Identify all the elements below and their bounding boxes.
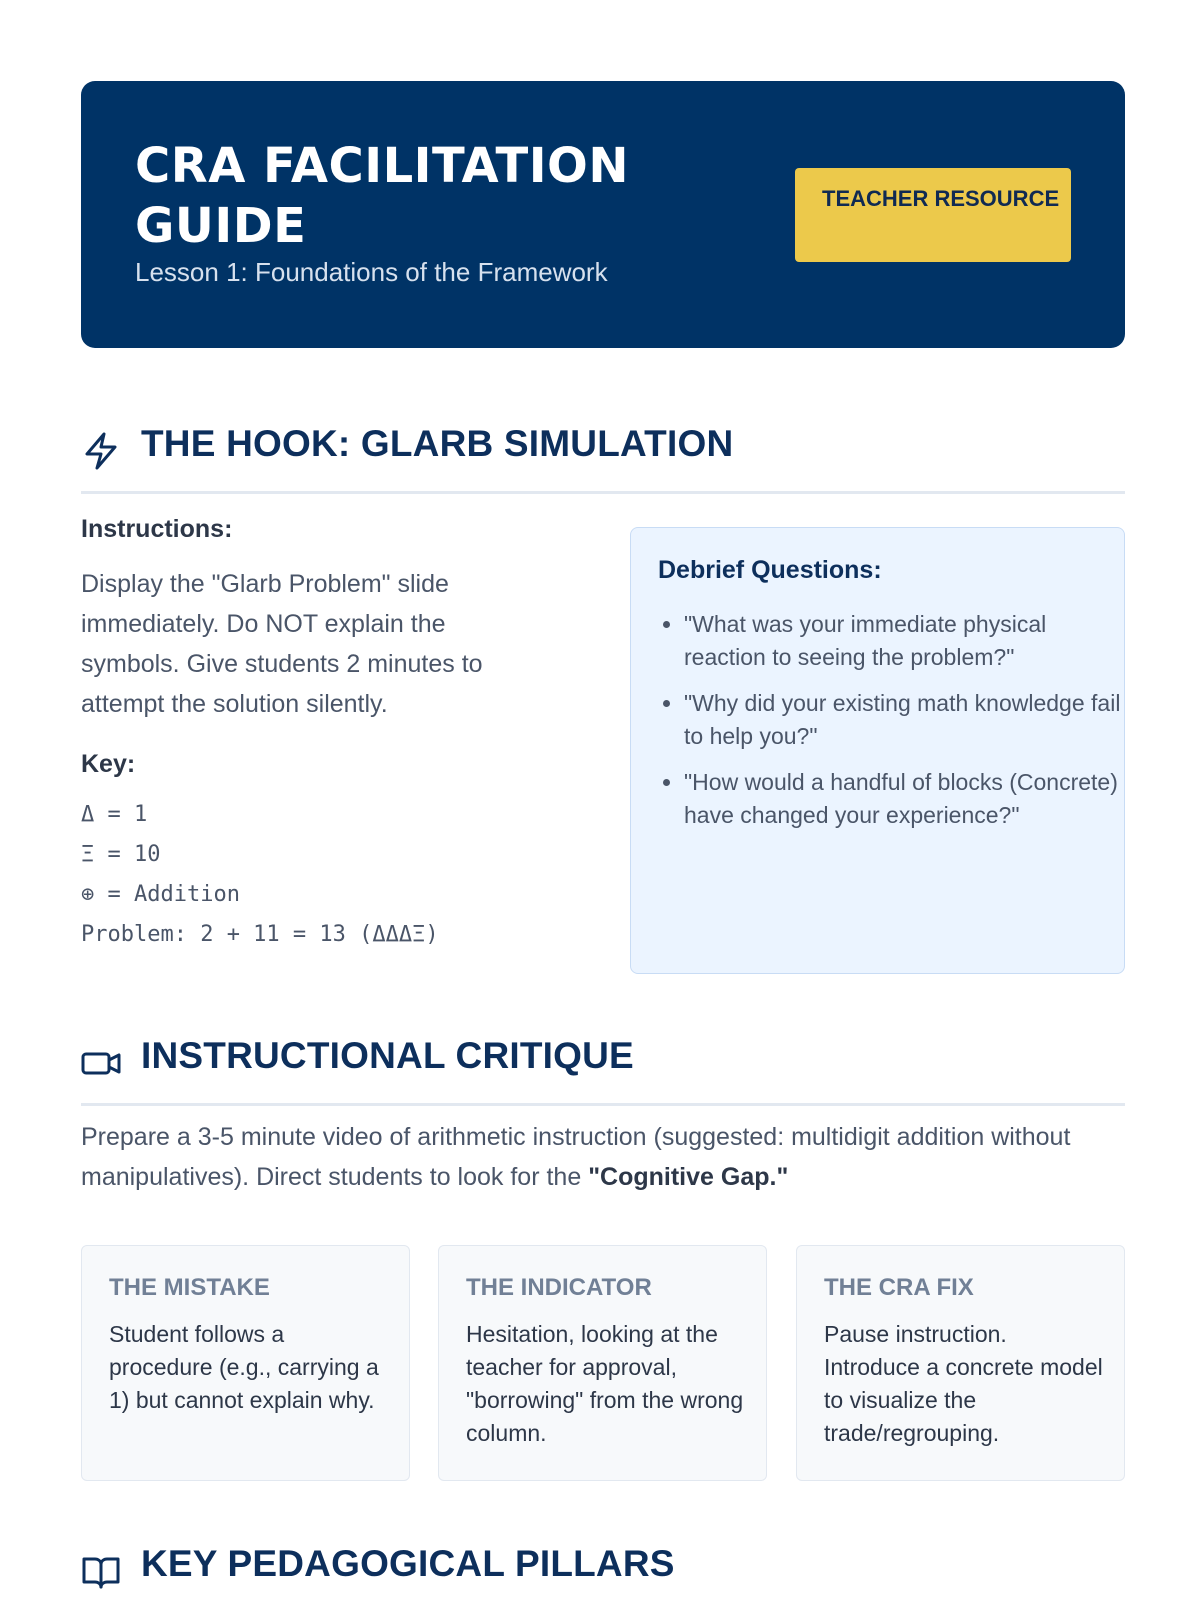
cognitive-gap-emphasis: "Cognitive Gap." <box>588 1163 789 1191</box>
debrief-question: • "Why did your existing math knowledge fail to help you?" <box>684 687 1124 753</box>
card-body: Hesitation, looking at the teacher for approval, "borrowing" from the wrong column. <box>466 1321 744 1446</box>
critique-section-header <box>81 1037 1125 1106</box>
key-line: ⊕ = Addition <box>81 882 240 907</box>
hook-heading: THE HOOK: GLARB SIMULATION <box>141 423 734 464</box>
debrief-title: Debrief Questions: <box>658 556 882 584</box>
critique-intro-text: Prepare a 3-5 minute video of arithmetic instruction (suggested: multidigit addition without manipulatives). Direct students to look for the <box>81 1123 1071 1191</box>
open-book-icon <box>81 1551 121 1591</box>
key-line: Δ = 1 <box>81 802 148 827</box>
pillars-heading: KEY PEDAGOGICAL PILLARS <box>141 1543 675 1584</box>
header-banner <box>81 81 1125 348</box>
instructions-text: Display the "Glarb Problem" slide immediately. Do NOT explain the symbols. Give students 2 minutes to attempt the solution silently. <box>81 570 483 718</box>
pillars-section-header <box>81 1545 1125 1611</box>
card-title: THE CRA FIX <box>824 1274 974 1301</box>
critique-heading: INSTRUCTIONAL CRITIQUE <box>141 1035 634 1076</box>
debrief-question: • "How would a handful of blocks (Concrete) have changed your experience?" <box>684 766 1124 832</box>
critique-intro <box>81 1117 1125 1197</box>
page-subtitle: Lesson 1: Foundations of the Framework <box>135 257 608 287</box>
instructions-label: Instructions: <box>81 515 233 543</box>
debrief-question: • "What was your immediate physical reaction to seeing the problem?" <box>684 608 1124 674</box>
guide-page <box>81 81 1125 1584</box>
page-title: CRA FACILITATION GUIDE <box>135 138 630 254</box>
key-problem-line: Problem: 2 + 11 = 13 (ΔΔΔΞ) <box>81 922 439 947</box>
debrief-panel <box>630 527 1125 974</box>
indicator-card <box>438 1245 767 1481</box>
teacher-resource-badge: TEACHER RESOURCE <box>795 168 1071 262</box>
card-body: Student follows a procedure (e.g., carrying a 1) but cannot explain why. <box>109 1321 379 1413</box>
key-label: Key: <box>81 750 136 778</box>
debrief-question-list <box>658 608 1124 845</box>
card-title: THE INDICATOR <box>466 1274 652 1301</box>
video-camera-icon <box>81 1043 121 1083</box>
mistake-card <box>81 1245 410 1481</box>
cra-fix-card <box>796 1245 1125 1481</box>
lightning-icon <box>81 431 121 471</box>
key-line: Ξ = 10 <box>81 842 161 867</box>
card-title: THE MISTAKE <box>109 1274 270 1301</box>
card-body: Pause instruction. Introduce a concrete model to visualize the trade/regrouping. <box>824 1321 1103 1446</box>
hook-section-header <box>81 425 1125 494</box>
